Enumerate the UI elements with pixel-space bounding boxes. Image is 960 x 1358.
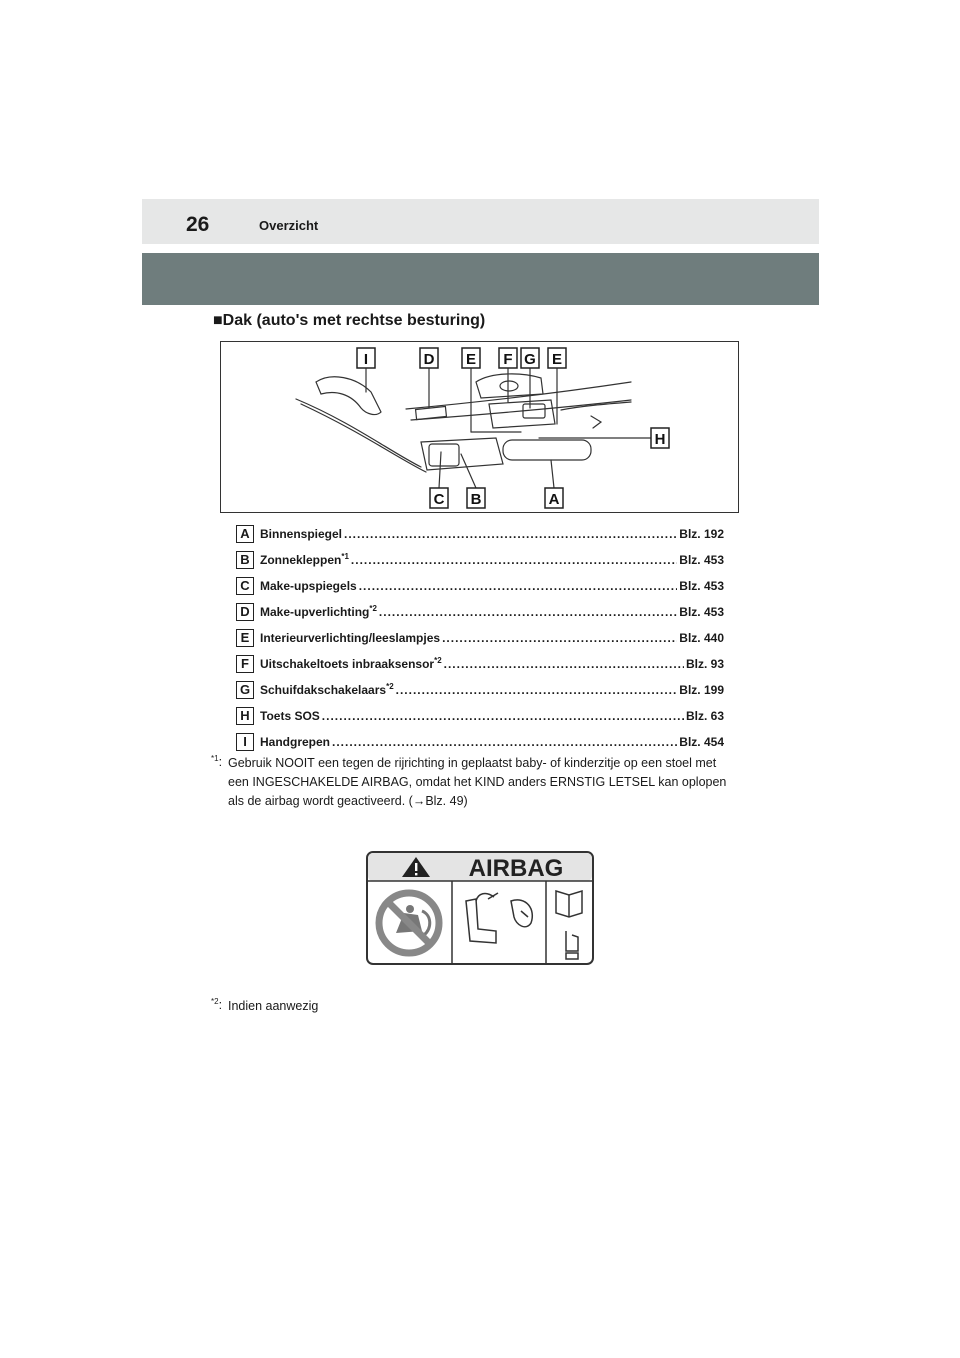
list-item [236,627,724,653]
header-bar [142,199,819,244]
airbag-label-title: AIRBAG [468,855,564,882]
legend-list [236,523,724,757]
page-reference: Blz. 454 [679,735,724,749]
list-item [236,549,724,575]
figure-label-h: H [654,431,666,448]
section-title: Overzicht [259,218,319,233]
legend-key: E [236,629,254,647]
legend-label: Make-upspiegels [260,579,357,593]
figure-label-d: D [423,351,435,368]
legend-key: G [236,681,254,699]
page-reference: Blz. 453 [679,553,724,567]
footnote-ref: *2 [369,604,377,613]
footnote-ref: *2 [386,682,394,691]
footnote-ref: *1 [341,552,349,561]
legend-key: I [236,733,254,751]
roof-diagram [220,341,739,513]
page-reference: Blz. 192 [679,527,724,541]
footnote-2-mark: $^{*2}$: [211,997,223,1013]
footnote-2-text: Indien aanwezig [228,999,319,1013]
figure-label-i: I [363,351,369,368]
figure-label-e1: E [465,351,477,368]
page-reference: Blz. 199 [679,683,724,697]
legend-key: H [236,707,254,725]
legend-label: Toets SOS [260,709,320,723]
list-item [236,653,724,679]
legend-label: Make-upverlichting [260,605,370,619]
footnote-1-mark: $^{*1}$: [211,754,223,770]
section-heading: ■Dak (auto's met rechtse besturing) [213,312,486,329]
title-band [142,253,819,305]
figure-label-b: B [470,491,482,508]
figure-label-g: G [524,351,536,368]
footnote-1-line-3: als de airbag wordt geactiveerd. (→Blz. 49) [228,794,468,808]
legend-label: Zonnekleppen [260,553,342,567]
page-reference: Blz. 453 [679,579,724,593]
figure-label-a: A [548,491,560,508]
legend-label: Handgrepen [260,735,331,749]
legend-key: A [236,525,254,543]
list-item [236,523,724,549]
page-reference: Blz. 453 [679,605,724,619]
figure-label-f: F [503,351,513,368]
page-reference: Blz. 93 [685,657,724,671]
figure-label-c: C [433,491,445,508]
list-item [236,679,724,705]
footnote-1-line-2: een INGESCHAKELDE AIRBAG, omdat het KIND anders ERNSTIG LETSEL kan oplopen [228,775,727,789]
roof-illustration [221,342,738,512]
legend-label: Schuifdakschakelaars [260,683,387,697]
page-reference: Blz. 63 [685,709,724,723]
legend-key: B [236,551,254,569]
list-item [236,601,724,627]
no-child-seat-icon [379,893,439,953]
legend-label: Interieurverlichting/leeslampjes [260,631,441,645]
legend-label: Binnenspiegel [260,527,343,541]
page-reference: Blz. 440 [679,631,724,645]
legend-label: Uitschakeltoets inbraaksensor [260,657,435,671]
legend-key: C [236,577,254,595]
figure-label-e2: E [551,351,563,368]
footnote-1-line-1: Gebruik NOOIT een tegen de rijrichting in geplaatst baby- of kinderzitje op een stoel met [228,756,717,770]
footnote-ref: *2 [434,656,442,665]
legend-key: F [236,655,254,673]
page-number: 26 [186,213,210,236]
airbag-warning-label [366,851,594,965]
list-item [236,705,724,731]
legend-key: D [236,603,254,621]
list-item [236,575,724,601]
